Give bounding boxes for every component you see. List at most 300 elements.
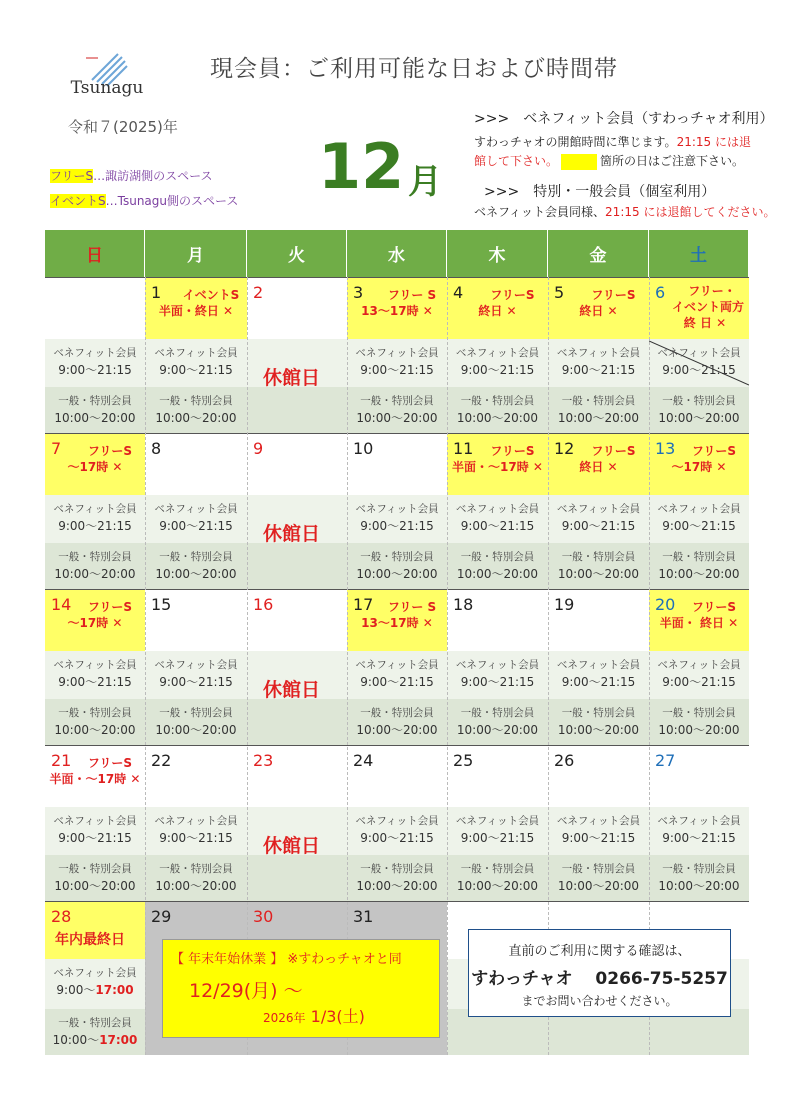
day-cell [247,745,347,807]
benefit-hours [145,501,247,535]
benefit-hours [347,813,447,847]
legend-event-label: イベントS [50,194,106,208]
general-member-label: 一般・特別会員 [662,551,736,563]
note-line: フリーS [490,288,535,302]
benefit-member-label: ベネフィット会員 [556,815,641,827]
general-member-label: 一般・特別会員 [561,863,636,875]
note-line: フリー・ [688,284,736,298]
strike-line [649,339,749,387]
benefit-member-time: 9:00～21:15 [561,675,636,689]
benefit-hours-cell [649,807,749,855]
day-cell [347,589,447,651]
general-member-time: 10:00～20:00 [155,567,237,581]
general-member-label: 一般・特別会員 [561,395,636,407]
general-member-label: 一般・特別会員 [360,707,434,719]
general-hours [347,705,447,739]
week-divider [45,745,749,746]
holiday-start-date: 12/29(月) ～ [189,980,303,1002]
general-hours [447,393,548,427]
benefit-hours [447,501,548,535]
contact-line1: 直前のご利用に関する確認は、 [508,944,691,959]
benefit-note-line1a: すわっチャオの開館時間に準じます。 [474,135,677,149]
general-member-time: 10:00～20:00 [356,879,438,893]
general-member-label: 一般・特別会員 [159,551,233,563]
note-line: フリーS [87,600,133,614]
benefit-member-label: ベネフィット会員 [455,347,540,359]
general-hours-cell [247,387,347,433]
day-cell [548,589,649,651]
benefit-member-time: 9:00～21:15 [662,519,736,533]
day-number: 22 [151,751,172,770]
day-number: 1 [151,283,162,302]
day-cell [145,433,247,495]
general-hours-cell [548,387,649,433]
note-line: ～17時 ✕ [671,460,727,474]
benefit-member-time: 9:00～21:15 [58,519,132,533]
day-number: 13 [655,439,676,458]
general-member-time: 10:00～ [52,1033,100,1047]
general-member-time: 10:00～20:00 [155,723,237,737]
general-member-time: 10:00～20:00 [456,411,539,425]
benefit-hours-cell [447,339,548,387]
general-hours [447,861,548,895]
weekday-header: 火 [247,230,347,277]
general-hours [447,705,548,739]
general-hours-cell [447,699,548,745]
general-hours-cell [548,699,649,745]
benefit-member-time: 9:00～21:15 [58,363,132,377]
day-cell [548,745,649,807]
day-number: 18 [453,595,474,614]
general-hours [347,861,447,895]
yellow-swatch [561,154,597,170]
general-member-label: 一般・特別会員 [561,551,636,563]
contact-line3: までお問い合わせください。 [521,994,678,1008]
benefit-hours-cell [347,495,447,543]
general-hours-cell [45,1009,145,1055]
general-hours [548,861,649,895]
week-divider [45,589,749,590]
availability-note [548,287,649,319]
benefit-hours [347,345,447,379]
availability-note [145,287,247,319]
day-number: 24 [353,751,374,770]
general-member-time: 10:00～20:00 [155,411,237,425]
general-hours [145,393,247,427]
benefit-member-label: ベネフィット会員 [657,503,741,515]
general-hours [45,549,145,583]
benefit-hours-cell [447,807,548,855]
day-number: 31 [353,907,374,926]
general-hours-cell [145,699,247,745]
general-hours [45,705,145,739]
day-number: 30 [253,907,274,926]
benefit-hours-cell [145,495,247,543]
benefit-hours [649,813,749,847]
benefit-member-time: 9:00～21:15 [159,363,233,377]
day-cell [45,589,145,651]
day-cell [649,277,749,339]
general-note-title: >>> 特別・一般会員（個室利用） [484,184,716,200]
day-cell [45,745,145,807]
benefit-hours [347,501,447,535]
month-number: 12 [318,130,405,203]
day-number: 2 [253,283,264,302]
weekday-header: 日 [45,230,145,277]
legend-event-space [50,192,238,209]
month-unit: 月 [408,162,442,202]
benefit-note-line1 [474,133,751,150]
general-hours [145,705,247,739]
column-divider [447,277,448,1055]
benefit-member-time: 9:00～21:15 [460,363,535,377]
general-note-line-b: 21:15 には退館してください。 [605,205,776,219]
benefit-member-label: ベネフィット会員 [154,815,238,827]
contact-box [468,929,731,1017]
benefit-hours [548,345,649,379]
general-member-time-end: 17:00 [99,1033,138,1047]
day-number: 7 [51,439,62,458]
year-end-holiday-box [162,939,440,1038]
benefit-hours-cell [347,807,447,855]
general-hours-cell [548,543,649,589]
availability-note [649,443,749,475]
general-hours [649,393,749,427]
benefit-hours-cell [45,959,145,1009]
day-number: 16 [253,595,274,614]
benefit-hours-cell [447,651,548,699]
benefit-member-label: ベネフィット会員 [53,503,137,515]
day-cell [145,745,247,807]
day-cell [45,277,145,339]
benefit-hours-cell [45,807,145,855]
general-member-time: 10:00～20:00 [658,411,740,425]
day-number: 28 [51,907,72,926]
general-member-time: 10:00～20:00 [54,879,136,893]
general-hours-cell [145,855,247,901]
day-cell [347,433,447,495]
benefit-member-time: 9:00～21:15 [360,363,434,377]
week-divider [45,433,749,434]
benefit-hours [45,965,145,999]
benefit-member-label: ベネフィット会員 [355,503,439,515]
note-line: イベント両方 [671,300,744,314]
note-line: 13～17時 ✕ [361,304,433,318]
general-hours [145,861,247,895]
general-hours [649,861,749,895]
general-hours [649,705,749,739]
benefit-hours-cell [649,651,749,699]
day-number: 5 [554,283,565,302]
day-cell [649,433,749,495]
benefit-member-time: 9:00～21:15 [58,831,132,845]
benefit-member-time: 9:00～21:15 [159,519,233,533]
day-number: 26 [554,751,575,770]
benefit-hours-cell [347,339,447,387]
benefit-hours-cell [145,339,247,387]
general-hours [447,549,548,583]
benefit-hours [145,813,247,847]
note-line: フリーS [691,600,737,614]
holiday-end-date [263,1004,365,1027]
benefit-hours [145,345,247,379]
general-hours-cell [45,543,145,589]
benefit-member-label: ベネフィット会員 [53,659,137,671]
weekday-header: 土 [649,230,749,277]
general-hours [548,393,649,427]
benefit-hours [649,501,749,535]
benefit-hours-cell [548,651,649,699]
general-member-time: 10:00～20:00 [658,567,740,581]
benefit-hours [45,501,145,535]
benefit-hours-cell [45,495,145,543]
day-cell [145,277,247,339]
day-cell [247,589,347,651]
general-hours-cell [649,855,749,901]
legend-free-desc: …諏訪湖側のスペース [93,169,213,183]
general-hours-cell [447,543,548,589]
benefit-note-line1b: 21:15 には退 [676,135,751,149]
benefit-hours-cell [447,495,548,543]
day-number: 9 [253,439,264,458]
general-hours [347,549,447,583]
availability-note [347,287,447,319]
day-number: 15 [151,595,172,614]
general-hours-cell [145,543,247,589]
general-member-label: 一般・特別会員 [662,395,736,407]
availability-note [347,599,447,631]
benefit-member-time: 9:00～21:15 [460,519,535,533]
general-hours-cell [45,855,145,901]
general-hours-cell [447,387,548,433]
general-member-label: 一般・特別会員 [360,551,434,563]
day-number: 27 [655,751,676,770]
availability-note [45,443,145,475]
note-line: フリーS [490,444,535,458]
benefit-member-time: 9:00～21:15 [360,519,434,533]
day-number: 17 [353,595,374,614]
general-hours-cell [45,387,145,433]
page-title: 現会員：ご利用可能な日および時間帯 [210,56,618,82]
note-line: 終日 ✕ [579,460,618,474]
availability-note [447,443,548,475]
general-member-label: 一般・特別会員 [58,863,132,875]
day-cell [45,901,145,959]
general-member-label: 一般・特別会員 [662,707,736,719]
note-line: 半面・～17時 ✕ [452,460,543,474]
benefit-member-label: ベネフィット会員 [556,659,641,671]
benefit-member-time: 9:00～21:15 [662,675,736,689]
day-cell [447,589,548,651]
general-member-label: 一般・特別会員 [460,863,535,875]
general-hours-cell [649,699,749,745]
benefit-member-time: 9:00～21:15 [561,519,636,533]
week-divider [45,277,749,278]
benefit-member-time: 9:00～21:15 [360,831,434,845]
benefit-hours [145,657,247,691]
general-member-label: 一般・特別会員 [159,707,233,719]
column-divider [145,277,146,1055]
general-hours-cell [347,387,447,433]
benefit-hours-cell [347,651,447,699]
benefit-note-line2a: 館して下さい。 [474,154,559,168]
day-number: 14 [51,595,72,614]
benefit-member-label: ベネフィット会員 [556,503,641,515]
benefit-hours [347,657,447,691]
logo-text: Tsunagu [70,78,144,98]
general-member-time: 10:00～20:00 [557,723,640,737]
general-hours-cell [548,855,649,901]
benefit-hours-cell [548,495,649,543]
weekday-header: 水 [347,230,447,277]
legend-free-label: フリーS [50,169,94,183]
day-number: 20 [655,595,676,614]
day-number: 10 [353,439,374,458]
general-hours-cell [649,387,749,433]
general-member-time: 10:00～20:00 [658,879,740,893]
closed-day-label: 休館日 [263,367,321,389]
weekday-header: 金 [548,230,649,277]
general-hours-cell [347,855,447,901]
note-line: イベントS [182,288,240,302]
note-line: 半面・～17時 ✕ [49,772,141,786]
benefit-member-time: 9:00～21:15 [460,675,535,689]
day-number: 11 [453,439,474,458]
holiday-end-year: 2026年 [263,1011,306,1025]
day-cell [247,277,347,339]
general-member-time: 10:00～20:00 [557,567,640,581]
benefit-member-time: 9:00～21:15 [159,675,233,689]
last-day-label: 年内最終日 [55,932,125,948]
general-member-time: 10:00～20:00 [658,723,740,737]
general-hours-cell [247,699,347,745]
general-member-label: 一般・特別会員 [360,863,434,875]
note-line: 終日 ✕ [478,304,517,318]
general-member-time: 10:00～20:00 [54,411,136,425]
note-line: ～17時 ✕ [67,460,123,474]
note-line: フリー S [387,288,437,302]
general-hours-cell [145,387,247,433]
day-number: 3 [353,283,364,302]
day-cell [447,433,548,495]
note-line: フリー S [387,600,437,614]
availability-note [447,287,548,319]
general-hours-cell [45,699,145,745]
benefit-member-label: ベネフィット会員 [154,347,238,359]
benefit-member-time: 9:00～21:15 [460,831,535,845]
benefit-member-label: ベネフィット会員 [355,347,439,359]
benefit-member-time: 9:00～21:15 [159,831,233,845]
general-member-label: 一般・特別会員 [58,395,132,407]
benefit-hours-cell [548,339,649,387]
benefit-note-line2b: 箇所の日はご注意下さい。 [600,154,745,168]
general-member-label: 一般・特別会員 [460,707,535,719]
general-note-line [474,203,775,220]
day-number: 25 [453,751,474,770]
benefit-member-label: ベネフィット会員 [355,815,439,827]
day-cell [649,745,749,807]
note-line: フリーS [591,288,636,302]
general-member-time: 10:00～20:00 [356,567,438,581]
benefit-member-label: ベネフィット会員 [53,967,137,979]
general-member-label: 一般・特別会員 [159,863,233,875]
general-hours [45,861,145,895]
general-member-label: 一般・特別会員 [460,551,535,563]
day-number: 6 [655,283,666,302]
note-line: 13～17時 ✕ [361,616,433,630]
benefit-member-time: 9:00～21:15 [58,675,132,689]
day-cell [247,433,347,495]
day-cell [649,589,749,651]
benefit-hours [45,813,145,847]
general-member-time: 10:00～20:00 [155,879,237,893]
day-number: 19 [554,595,575,614]
benefit-member-time: 9:00～21:15 [360,675,434,689]
general-hours-cell [649,543,749,589]
legend-free-space [50,167,213,184]
benefit-member-label: ベネフィット会員 [154,503,238,515]
benefit-member-label: ベネフィット会員 [355,659,439,671]
benefit-member-label: ベネフィット会員 [53,347,137,359]
general-member-time: 10:00～20:00 [54,567,136,581]
closed-day-label: 休館日 [263,523,321,545]
day-cell [548,277,649,339]
day-cell [548,433,649,495]
benefit-hours-cell [145,651,247,699]
benefit-member-label: ベネフィット会員 [657,815,741,827]
benefit-hours [447,657,548,691]
benefit-hours [45,345,145,379]
general-hours [649,549,749,583]
general-hours [548,705,649,739]
general-member-time: 10:00～20:00 [456,567,539,581]
note-line: フリーS [87,444,133,458]
benefit-note-title: >>> ベネフィット会員（すわっチャオ利用） [474,111,774,127]
benefit-member-time: 9:00～21:15 [662,831,736,845]
general-hours [145,549,247,583]
day-number: 29 [151,907,172,926]
benefit-member-label: ベネフィット会員 [657,659,741,671]
general-member-label: 一般・特別会員 [561,707,636,719]
general-member-time: 10:00～20:00 [54,723,136,737]
availability-note [45,755,145,787]
general-hours-cell [247,543,347,589]
benefit-hours [45,657,145,691]
benefit-hours-cell [548,807,649,855]
note-line: 半面・終日 ✕ [158,304,234,318]
availability-note [548,443,649,475]
day-cell [347,277,447,339]
benefit-hours-cell [45,651,145,699]
benefit-member-label: ベネフィット会員 [53,815,137,827]
era-year: 令和７(2025)年 [68,118,178,136]
holiday-end-day: 1/3(土) [305,1007,365,1026]
general-hours-cell [347,699,447,745]
note-line: フリーS [87,756,133,770]
week-divider [45,901,749,902]
general-member-label: 一般・特別会員 [58,551,132,563]
benefit-hours [548,657,649,691]
benefit-member-label: ベネフィット会員 [154,659,238,671]
general-member-label: 一般・特別会員 [460,395,535,407]
benefit-member-time: 9:00～ [56,983,96,997]
availability-note [649,599,749,631]
day-cell [145,589,247,651]
benefit-member-label: ベネフィット会員 [556,347,641,359]
day-number: 8 [151,439,162,458]
note-line: フリーS [591,444,636,458]
note-line: 終 日 ✕ [683,316,727,330]
